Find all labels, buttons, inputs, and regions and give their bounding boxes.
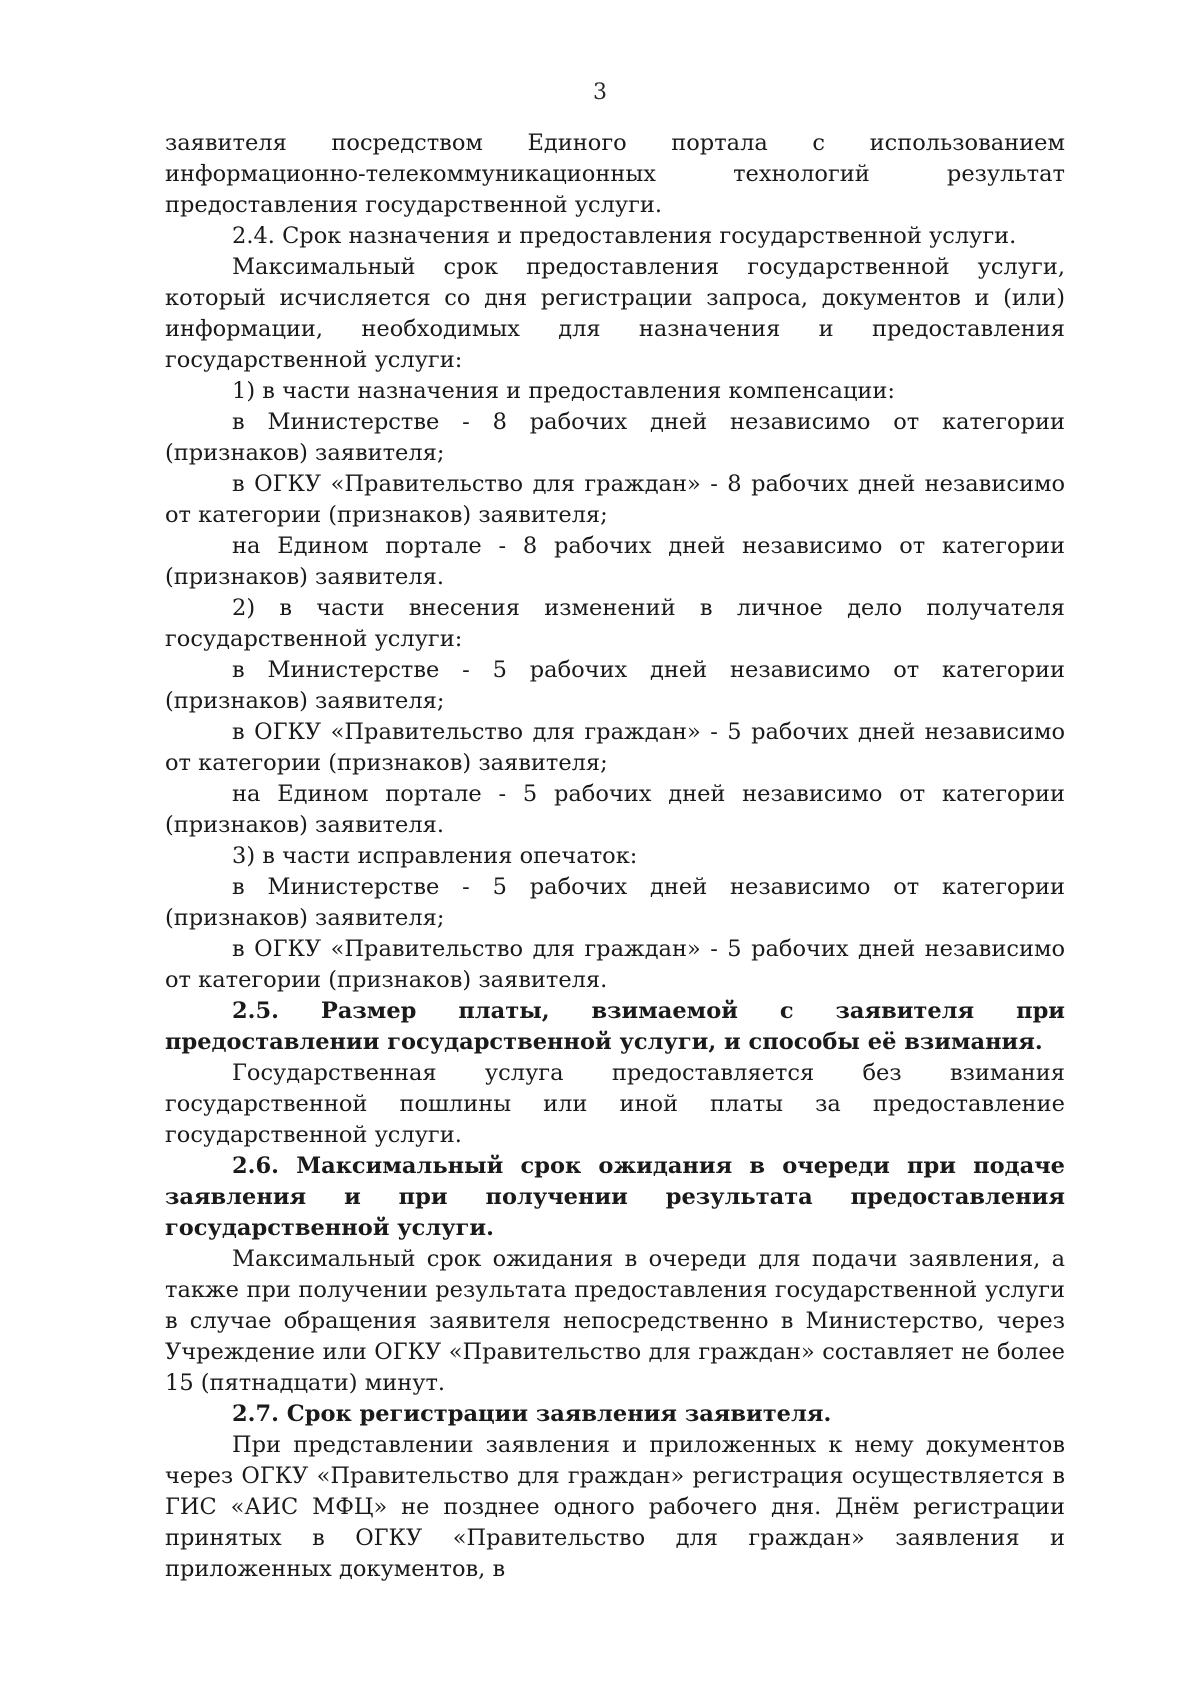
paragraph: Максимальный срок предоставления государственной услуги, который исчисляется со дня регистрации запроса, документов и (или) информации, необходимых для назначения и предоставления государственной услуги: [165, 254, 1065, 373]
paragraph: в ОГКУ «Правительство для граждан» - 8 рабочих дней независимо от категории (признаков) заявителя; [165, 471, 1065, 528]
paragraph: 2) в части внесения изменений в личное дело получателя государственной услуги: [165, 595, 1065, 652]
paragraph: Государственная услуга предоставляется без взимания государственной пошлины или иной платы за предоставление государственной услуги. [165, 1060, 1065, 1148]
page-number: 3 [593, 80, 607, 105]
paragraph: заявителя посредством Единого портала с использованием информационно-телекоммуникационных технологий результат предоставления государственной услуги. [165, 130, 1065, 218]
paragraph: в ОГКУ «Правительство для граждан» - 5 рабочих дней независимо от категории (признаков) заявителя. [165, 936, 1065, 993]
section-heading: 2.6. Максимальный срок ожидания в очереди при подаче заявления и при получении результата предоставления государственной услуги. [165, 1153, 1065, 1241]
paragraph: на Едином портале - 8 рабочих дней независимо от категории (признаков) заявителя. [165, 533, 1065, 590]
section-heading: 2.5. Размер платы, взимаемой с заявителя при предоставлении государственной услуги, и способы её взимания. [165, 998, 1065, 1055]
paragraph: 3) в части исправления опечаток: [232, 843, 638, 869]
paragraph: в Министерстве - 5 рабочих дней независимо от категории (признаков) заявителя; [165, 657, 1065, 714]
paragraph: Максимальный срок ожидания в очереди для подачи заявления, а также при получении результата предоставления государственной услуги в случае обращения заявителя непосредственно в Министерство, через Учреждение или ОГКУ «Правительство для граждан» составляет не более 15 (пятнадцати) минут. [165, 1246, 1065, 1396]
paragraph: 2.4. Срок назначения и предоставления государственной услуги. [232, 223, 1017, 249]
paragraph: на Едином портале - 5 рабочих дней независимо от категории (признаков) заявителя. [165, 781, 1065, 838]
document-body [165, 128, 1065, 1585]
paragraph: При представлении заявления и приложенных к нему документов через ОГКУ «Правительство для граждан» регистрация осуществляется в ГИС «АИС МФЦ» не позднее одного рабочего дня. Днём регистрации принятых в ОГКУ «Правительство для граждан» заявления и приложенных документов, в [165, 1432, 1065, 1582]
paragraph: 1) в части назначения и предоставления компенсации: [232, 378, 895, 404]
section-heading: 2.7. Срок регистрации заявления заявителя. [232, 1401, 832, 1427]
paragraph: в Министерстве - 5 рабочих дней независимо от категории (признаков) заявителя; [165, 874, 1065, 931]
paragraph: в ОГКУ «Правительство для граждан» - 5 рабочих дней независимо от категории (признаков) заявителя; [165, 719, 1065, 776]
paragraph: в Министерстве - 8 рабочих дней независимо от категории (признаков) заявителя; [165, 409, 1065, 466]
